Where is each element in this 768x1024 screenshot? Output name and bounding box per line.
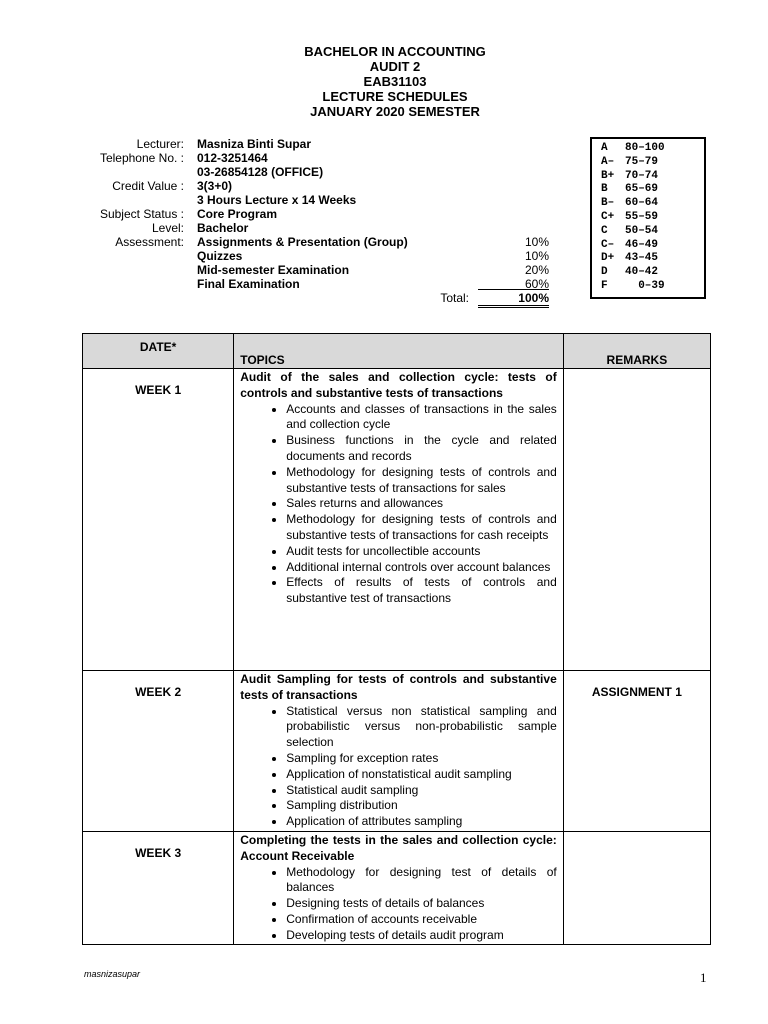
grade-letter: C+ [601,210,615,223]
topic-list [240,865,557,944]
lecturer-label: Lecturer: [136,137,184,151]
table-row [83,832,711,945]
table-row [83,671,711,832]
assessment-name: Quizzes [197,249,243,263]
topic-cell [234,671,564,832]
grade-range: 75–79 [625,155,659,168]
assessment-pct: 20% [524,263,549,277]
remarks-header: REMARKS [563,334,710,369]
telephone-label: Telephone No. : [99,151,184,165]
list-item: • Methodology for designing test of details of balances [286,865,557,897]
list-item: • Confirmation of accounts receivable [286,912,557,928]
subject-status: Core Program [197,207,278,221]
title-line: JANUARY 2020 SEMESTER [310,104,480,119]
grade-range: 43–45 [625,252,659,265]
grade-range: 60–64 [625,197,659,210]
assessment-pct: 10% [524,249,549,263]
grade-row [601,142,704,156]
grade-row [601,239,704,253]
remark-cell: ASSIGNMENT 1 [563,671,710,832]
remark-cell [563,832,710,945]
page-number: 1 [700,970,707,985]
grade-range: 55–59 [625,210,659,223]
list-item: • Statistical versus non statistical sampling and probabilistic versus non-probabilistic sample selection [286,704,557,751]
grade-row [601,266,704,280]
grade-row [601,252,704,266]
grade-letter: C [601,224,608,237]
grade-letter: B– [601,197,615,210]
title-line: BACHELOR IN ACCOUNTING [304,44,486,59]
lecturer-name: Masniza Binti Supar [197,137,312,151]
list-item: • Audit tests for uncollectible accounts [286,544,557,560]
grade-row [601,280,704,294]
list-item: • Business functions in the cycle and related documents and records [286,433,557,465]
document-title [0,44,768,119]
assessment-percentages [480,235,549,291]
assessment-pct: 60% [524,277,549,291]
list-item: • Application of nonstatistical audit sampling [286,767,557,783]
list-item: • Sampling distribution [286,798,557,814]
week-cell: WEEK 2 [83,671,234,832]
grade-scale-box [590,137,706,299]
grade-letter: B [601,183,608,196]
assessment-name: Mid-semester Examination [197,263,350,277]
total-label: Total: [440,291,469,305]
grade-range: 46–49 [625,238,659,251]
level-value: Bachelor [197,221,249,235]
telephone-1: 012-3251464 [197,151,268,165]
date-header: DATE* [83,334,234,369]
grade-row [601,156,704,170]
schedule-table [82,333,711,945]
assessment-name: Final Examination [197,277,300,291]
title-line: AUDIT 2 [369,59,421,74]
telephone-2: 03-26854128 (OFFICE) [197,165,324,179]
list-item: • Developing tests of details audit program [286,928,557,944]
assessment-pct: 10% [524,235,549,249]
list-item: • Sales returns and allowances [286,496,557,512]
list-item: • Statistical audit sampling [286,783,557,799]
credit-value: 3(3+0) [197,179,233,193]
grade-range: 65–69 [625,183,659,196]
list-item: • Effects of results of tests of controls and substantive test of transactions [286,575,557,607]
list-item: • Methodology for designing tests of controls and substantive tests of transactions for cash receipts [286,512,557,544]
topics-header: TOPICS [234,334,564,369]
grade-row [601,183,704,197]
grade-range: 80–100 [625,142,665,154]
remark-cell [563,369,710,671]
topic-list [240,402,557,607]
grade-range: 50–54 [625,224,659,237]
list-item: • Additional internal controls over account balances [286,560,557,576]
grade-letter: D+ [601,252,615,265]
credit-label: Credit Value : [112,179,184,193]
list-item: • Accounts and classes of transactions in the sales and collection cycle [286,402,557,434]
assessment-name: Assignments & Presentation (Group) [197,235,408,249]
grade-range: 40–42 [625,266,659,279]
topic-heading: Audit Sampling for tests of controls and substantive tests of transactions [240,672,557,702]
week-cell: WEEK 3 [83,832,234,945]
level-label: Level: [151,221,184,235]
status-label: Subject Status : [99,207,184,221]
topic-heading: Completing the tests in the sales and collection cycle: Account Receivable [240,833,557,863]
title-line: LECTURE SCHEDULES [322,89,468,104]
table-row [83,369,711,671]
title-line: EAB31103 [363,74,427,89]
info-labels [60,137,184,249]
footer-author: masnizasupar [84,969,141,979]
lecture-hours: 3 Hours Lecture x 14 Weeks [197,193,357,207]
grade-letter: A [601,142,608,154]
grade-letter: C– [601,238,615,251]
table-header-row [83,334,711,369]
list-item: • Designing tests of details of balances [286,896,557,912]
topic-heading: Audit of the sales and collection cycle: tests of controls and substantive tests of transactions [240,370,557,400]
topic-cell [234,832,564,945]
list-item: • Sampling for exception rates [286,751,557,767]
list-item: • Methodology for designing tests of controls and substantive tests of transactions for sales [286,465,557,497]
grade-row [601,197,704,211]
grade-letter: D [601,266,608,279]
grade-range: 70–74 [625,169,659,182]
list-item: • Application of attributes sampling [286,814,557,830]
grade-letter: F [601,279,608,292]
grade-range: 0–39 [638,279,665,292]
week-cell: WEEK 1 [83,369,234,671]
topic-cell [234,369,564,671]
grade-row [601,211,704,225]
grade-letter: B+ [601,169,615,182]
topic-list [240,704,557,830]
grade-row [601,170,704,184]
grade-row [601,225,704,239]
assessment-label: Assessment: [115,235,184,249]
total-value: 100% [478,289,549,308]
grade-letter: A– [601,155,615,168]
